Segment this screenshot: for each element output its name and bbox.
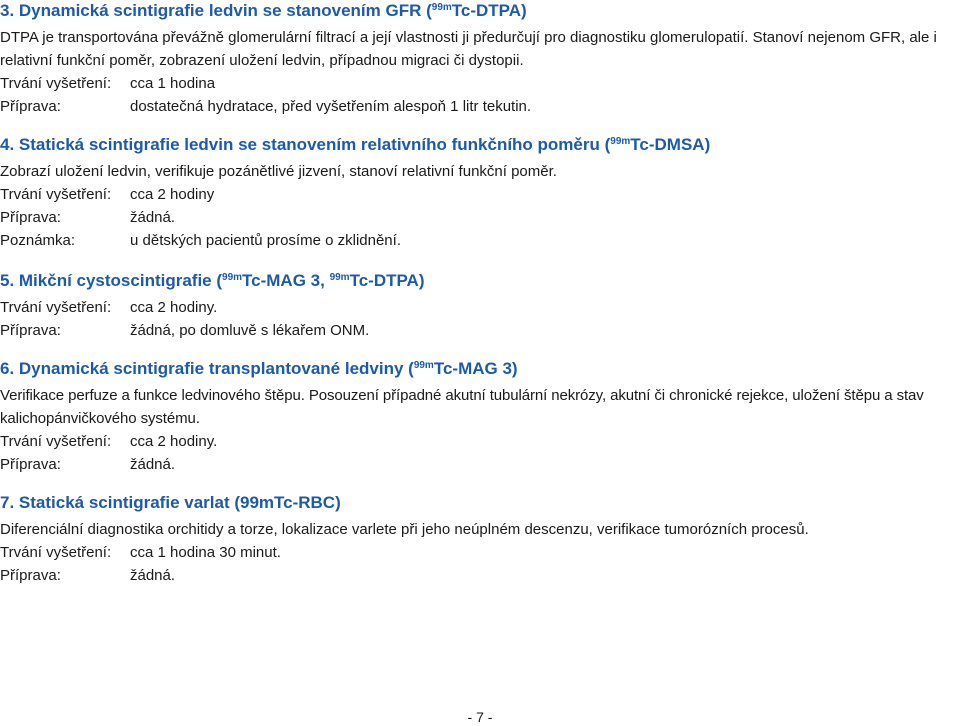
row-value: cca 2 hodiny.	[130, 433, 218, 450]
row-label: Trvání vyšetření:	[0, 299, 112, 316]
info-row-duration	[0, 541, 960, 564]
row-label: Trvání vyšetření:	[0, 544, 112, 561]
info-row-duration	[0, 296, 960, 319]
row-label: Příprava:	[0, 322, 61, 339]
info-row-duration	[0, 72, 960, 95]
row-value: žádná.	[130, 567, 176, 584]
info-row-duration	[0, 183, 960, 206]
section-heading: 7. Statická scintigrafie varlat (99mTc-RBC)	[0, 493, 341, 512]
row-label: Trvání vyšetření:	[0, 186, 112, 203]
row-label: Příprava:	[0, 567, 61, 584]
info-row-note	[0, 229, 960, 252]
info-row-preparation	[0, 564, 960, 587]
row-label: Příprava:	[0, 456, 61, 473]
row-value: cca 1 hodina	[130, 75, 216, 92]
section-description: DTPA je transportována převážně glomerulární filtrací a její vlastnosti ji předurčují pro diagnostiku glomerulopatií. Stanoví nejenom GFR, ale i relativní funkční poměr, zobrazení uložení ledvin, případnou migraci či dystopii.	[0, 29, 937, 69]
info-row-preparation	[0, 206, 960, 229]
section-transplant	[0, 358, 960, 476]
row-value: dostatečná hydratace, před vyšetřením alespoň 1 litr tekutin.	[130, 98, 532, 115]
section-dmsa	[0, 134, 960, 252]
row-value: žádná.	[130, 209, 176, 226]
section-gfr-dtpa	[0, 0, 960, 118]
page-number: - 7 -	[467, 709, 493, 725]
info-row-duration	[0, 430, 960, 453]
info-row-preparation	[0, 319, 960, 342]
row-value: žádná.	[130, 456, 176, 473]
row-label: Poznámka:	[0, 232, 76, 249]
row-value: cca 2 hodiny	[130, 186, 215, 203]
section-description: Zobrazí uložení ledvin, verifikuje pozánětlivé jizvení, stanoví relativní funkční poměr.	[0, 163, 557, 180]
row-label: Trvání vyšetření:	[0, 75, 112, 92]
row-value: u dětských pacientů prosíme o zklidnění.	[130, 232, 401, 249]
section-heading: 4. Statická scintigrafie ledvin se stanovením relativního funkčního poměru ($^{99m}$Tc-DMSA)	[0, 135, 711, 154]
row-label: Příprava:	[0, 98, 61, 115]
section-heading: 5. Mikční cystoscintigrafie ($^{99m}$Tc-MAG 3, $^{99m}$Tc-DTPA)	[0, 271, 425, 290]
section-heading: 3. Dynamická scintigrafie ledvin se stanovením GFR ($^{99m}$Tc-DTPA)	[0, 1, 527, 20]
info-row-preparation	[0, 453, 960, 476]
row-value: cca 1 hodina 30 minut.	[130, 544, 281, 561]
row-value: žádná, po domluvě s lékařem ONM.	[130, 322, 370, 339]
row-label: Trvání vyšetření:	[0, 433, 112, 450]
section-description: Diferenciální diagnostika orchitidy a torze, lokalizace varlete při jeho neúplném descenzu, verifikace tumorózních procesů.	[0, 521, 809, 538]
info-row-preparation	[0, 95, 960, 118]
row-value: cca 2 hodiny.	[130, 299, 218, 316]
row-label: Příprava:	[0, 209, 61, 226]
section-cystoscintigraphy	[0, 270, 960, 342]
section-description: Verifikace perfuze a funkce ledvinového štěpu. Posouzení případné akutní tubulární nekrózy, akutní či chronické rejekce, uložení štěpu a stav kalichopánvičkového systému.	[0, 387, 924, 427]
section-testes	[0, 492, 960, 587]
section-heading: 6. Dynamická scintigrafie transplantované ledviny ($^{99m}$Tc-MAG 3)	[0, 359, 518, 378]
